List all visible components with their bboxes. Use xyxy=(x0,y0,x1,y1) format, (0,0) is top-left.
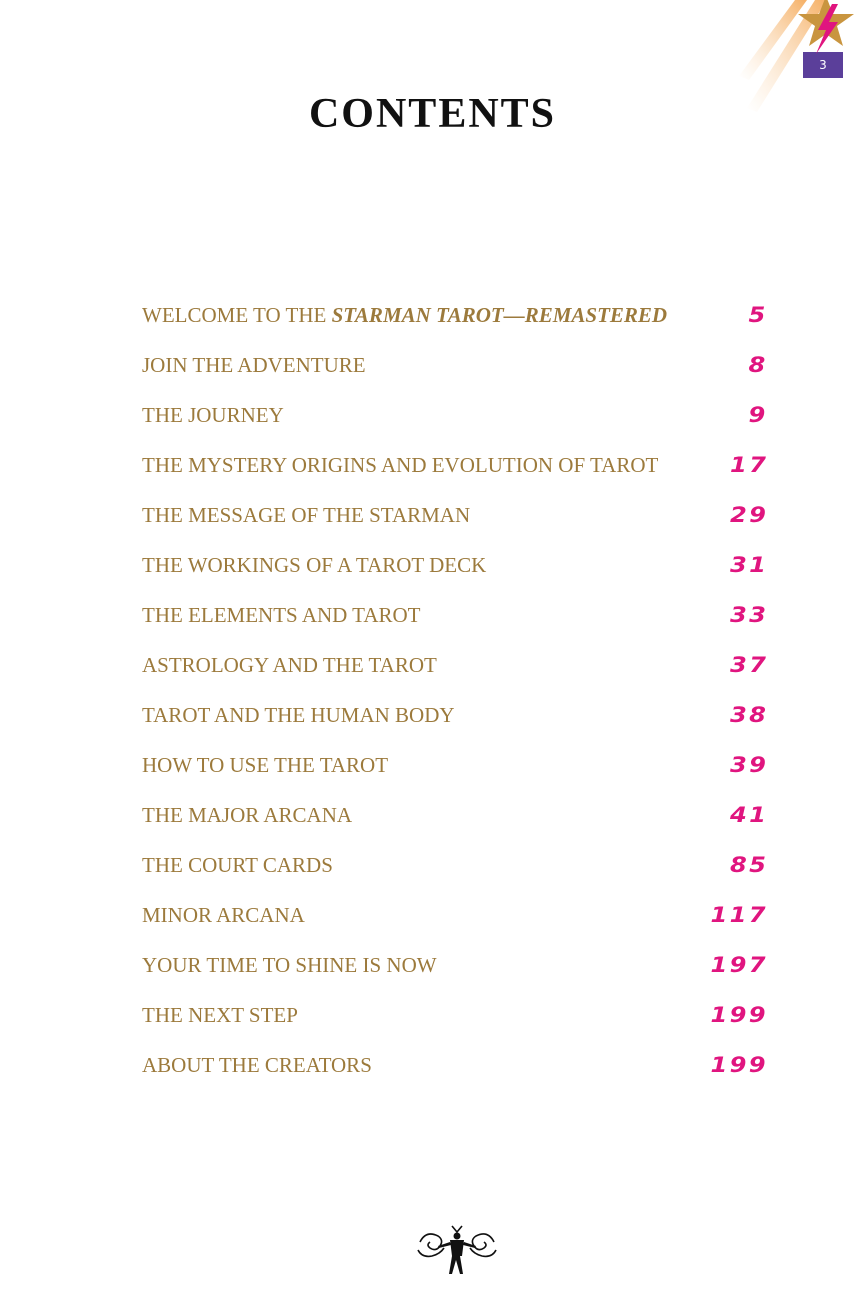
toc-entry-label: JOIN THE ADVENTURE xyxy=(142,352,366,377)
toc-entry[interactable] xyxy=(142,490,768,540)
toc-entry-label: THE NEXT STEP xyxy=(142,1002,298,1027)
toc-entry-label: THE JOURNEY xyxy=(142,402,284,427)
toc-entry-label: WELCOME TO THE STARMAN TAROT—REMASTERED xyxy=(142,302,668,327)
toc-entry[interactable] xyxy=(142,990,768,1040)
toc-entry-page: 29 xyxy=(729,503,768,527)
star-lightning-icon xyxy=(788,0,865,60)
toc-entry[interactable] xyxy=(142,590,768,640)
toc-entry[interactable] xyxy=(142,290,768,340)
toc-entry[interactable] xyxy=(142,890,768,940)
toc-entry-page: 117 xyxy=(710,903,768,927)
toc-entry[interactable] xyxy=(142,390,768,440)
toc-entry-page: 31 xyxy=(729,553,768,577)
book-title: STARMAN TAROT—REMASTERED xyxy=(331,302,668,327)
toc-entry-label: THE MAJOR ARCANA xyxy=(142,802,353,827)
toc-entry-label: HOW TO USE THE TAROT xyxy=(142,752,389,777)
toc-entry-label: THE ELEMENTS AND TAROT xyxy=(142,602,421,627)
toc-entry-label: MINOR ARCANA xyxy=(142,902,305,927)
toc-entry-page: 38 xyxy=(729,703,768,727)
toc-entry-label: YOUR TIME TO SHINE IS NOW xyxy=(142,952,437,977)
toc-entry[interactable] xyxy=(142,790,768,840)
toc-entry-page: 41 xyxy=(729,803,768,827)
toc-entry-label: ASTROLOGY AND THE TAROT xyxy=(142,652,437,677)
page-title: CONTENTS xyxy=(308,91,557,137)
toc-entry-page: 33 xyxy=(729,603,768,627)
toc-entry-page: 5 xyxy=(748,303,768,327)
toc-entry-page: 197 xyxy=(710,953,768,977)
toc-entry-page: 8 xyxy=(748,353,768,377)
toc-entry[interactable] xyxy=(142,840,768,890)
toc-entry-label: TAROT AND THE HUMAN BODY xyxy=(142,702,455,727)
toc-entry-label: THE COURT CARDS xyxy=(142,852,333,877)
toc-entry[interactable] xyxy=(142,640,768,690)
toc-entry-label: THE MESSAGE OF THE STARMAN xyxy=(142,502,471,527)
toc-entry-label: THE MYSTERY ORIGINS AND EVOLUTION OF TAROT xyxy=(142,452,659,477)
toc-entry[interactable] xyxy=(142,340,768,390)
starman-figure-ornament xyxy=(412,1220,502,1280)
toc-entry[interactable] xyxy=(142,690,768,740)
toc-entry-page: 199 xyxy=(710,1053,768,1077)
toc-entry[interactable] xyxy=(142,740,768,790)
page-number-tab: 3 xyxy=(803,52,843,78)
table-of-contents xyxy=(142,290,768,1090)
toc-entry-page: 37 xyxy=(729,653,768,677)
toc-entry-page: 9 xyxy=(748,403,768,427)
toc-entry-label: ABOUT THE CREATORS xyxy=(142,1052,372,1077)
toc-entry-label: THE WORKINGS OF A TAROT DECK xyxy=(142,552,487,577)
toc-entry-page: 39 xyxy=(729,753,768,777)
toc-entry[interactable] xyxy=(142,440,768,490)
toc-entry-page: 199 xyxy=(710,1003,768,1027)
toc-entry-page: 17 xyxy=(729,453,768,477)
toc-entry-page: 85 xyxy=(729,853,768,877)
toc-entry[interactable] xyxy=(142,540,768,590)
toc-entry[interactable] xyxy=(142,1040,768,1090)
toc-entry[interactable] xyxy=(142,940,768,990)
